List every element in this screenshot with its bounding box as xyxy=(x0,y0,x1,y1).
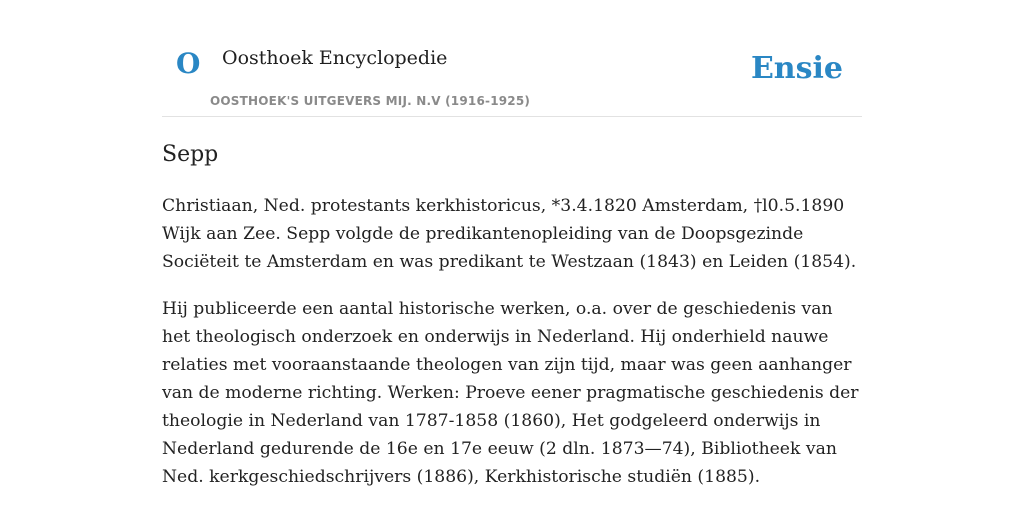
oosthoek-logo-mark[interactable]: O xyxy=(176,47,201,80)
encyclopedia-title-link[interactable]: Oosthoek Encyclopedie xyxy=(222,47,448,69)
entry-paragraph-1: Christiaan, Ned. protestants kerkhistoricus, *3.4.1820 Amsterdam, †l0.5.1890 Wijk aan Zee. Sepp volgde de predikantenopleiding van de Doopsgezinde Sociëteit te Amsterdam en was predikant te Westzaan (1843) en Leiden (1854). xyxy=(162,196,857,272)
entry-paragraph-2: Hij publiceerde een aantal historische werken, o.a. over de geschiedenis van het theologisch onderzoek en onderwijs in Nederland. Hij onderhield nauwe relaties met vooraanstaande theologen van zijn tijd, maar was geen aanhanger van de moderne richting. Werken: Proeve eener pragmatische geschiedenis der theologie in Nederland van 1787-1858 (1860), Het godgeleerd onderwijs in Nederland gedurende de 16e en 17e eeuw (2 dln. 1873—74), Bibliotheek van Ned. kerkgeschiedschrijvers (1886), Kerkhistorische studiën (1885). xyxy=(162,299,859,487)
publisher-subtitle: OOSTHOEK'S UITGEVERS MIJ. N.V (1916-1925) xyxy=(210,94,531,108)
ensie-brand-link[interactable]: Ensie xyxy=(750,51,843,86)
entry-title: Sepp xyxy=(162,142,219,167)
site-header xyxy=(162,0,862,117)
